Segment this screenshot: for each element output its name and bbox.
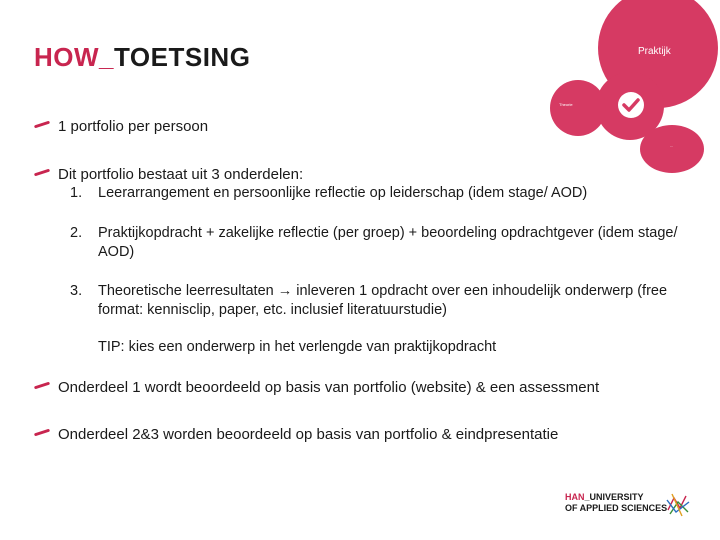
han-emblem-icon bbox=[664, 490, 692, 518]
list-text-line: AOD) bbox=[98, 244, 135, 260]
list-item bbox=[70, 224, 700, 262]
list-number: 3. bbox=[70, 283, 83, 299]
list-text bbox=[98, 224, 700, 262]
bullet-text: Onderdeel 1 wordt beoordeeld op basis van portfolio (website) & een assessment bbox=[58, 379, 600, 396]
bullet-text: 1 portfolio per persoon bbox=[58, 118, 209, 135]
bottom-circle-label: ... bbox=[670, 143, 674, 148]
list-number: 1. bbox=[70, 185, 83, 201]
bullet-dash-icon bbox=[34, 169, 50, 177]
theorie-label: Theorie bbox=[559, 102, 573, 107]
list-number: 2. bbox=[70, 225, 83, 241]
bullet-item bbox=[34, 425, 558, 444]
list-text bbox=[98, 282, 700, 320]
tip-text: TIP: kies een onderwerp in het verlengde van praktijkopdracht bbox=[98, 339, 497, 355]
bottom-circle bbox=[640, 125, 704, 173]
bullet-item bbox=[34, 165, 303, 184]
bullet-dash-icon bbox=[34, 429, 50, 437]
praktijk-label: Praktijk bbox=[638, 46, 671, 57]
logo-line1: _UNIVERSITY bbox=[584, 492, 644, 502]
bullet-text: Onderdeel 2&3 worden beoordeeld op basis van portfolio & eindpresentatie bbox=[58, 426, 559, 443]
theorie-circle bbox=[550, 80, 606, 136]
checkmark-icon bbox=[618, 92, 644, 118]
list-text-line: Theoretische leerresultaten → inleveren 1 opdracht over een inhoudelijk onderwerp (free bbox=[98, 283, 668, 299]
bullet-item bbox=[34, 117, 208, 136]
list-text-line: Praktijkopdracht + zakelijke reflectie (per groep) + beoordeling opdrachtgever (idem stage/ bbox=[98, 225, 678, 241]
han-logo bbox=[565, 492, 667, 514]
logo-line2: OF APPLIED SCIENCES bbox=[565, 503, 668, 513]
page-title bbox=[34, 42, 250, 73]
list-item bbox=[70, 184, 700, 203]
bullet-dash-icon bbox=[34, 121, 50, 129]
bullet-item bbox=[34, 378, 599, 397]
logo-han: HAN bbox=[565, 492, 585, 502]
title-main: TOETSING bbox=[114, 42, 251, 72]
title-prefix: HOW_ bbox=[34, 42, 114, 72]
list-text: Leerarrangement en persoonlijke reflectie op leiderschap (idem stage/ AOD) bbox=[98, 185, 588, 201]
list-item bbox=[70, 282, 700, 320]
bullet-text: Dit portfolio bestaat uit 3 onderdelen: bbox=[58, 166, 304, 183]
bullet-dash-icon bbox=[34, 382, 50, 390]
list-text-line: format: kennisclip, paper, etc. inclusief literatuurstudie) bbox=[98, 302, 447, 318]
